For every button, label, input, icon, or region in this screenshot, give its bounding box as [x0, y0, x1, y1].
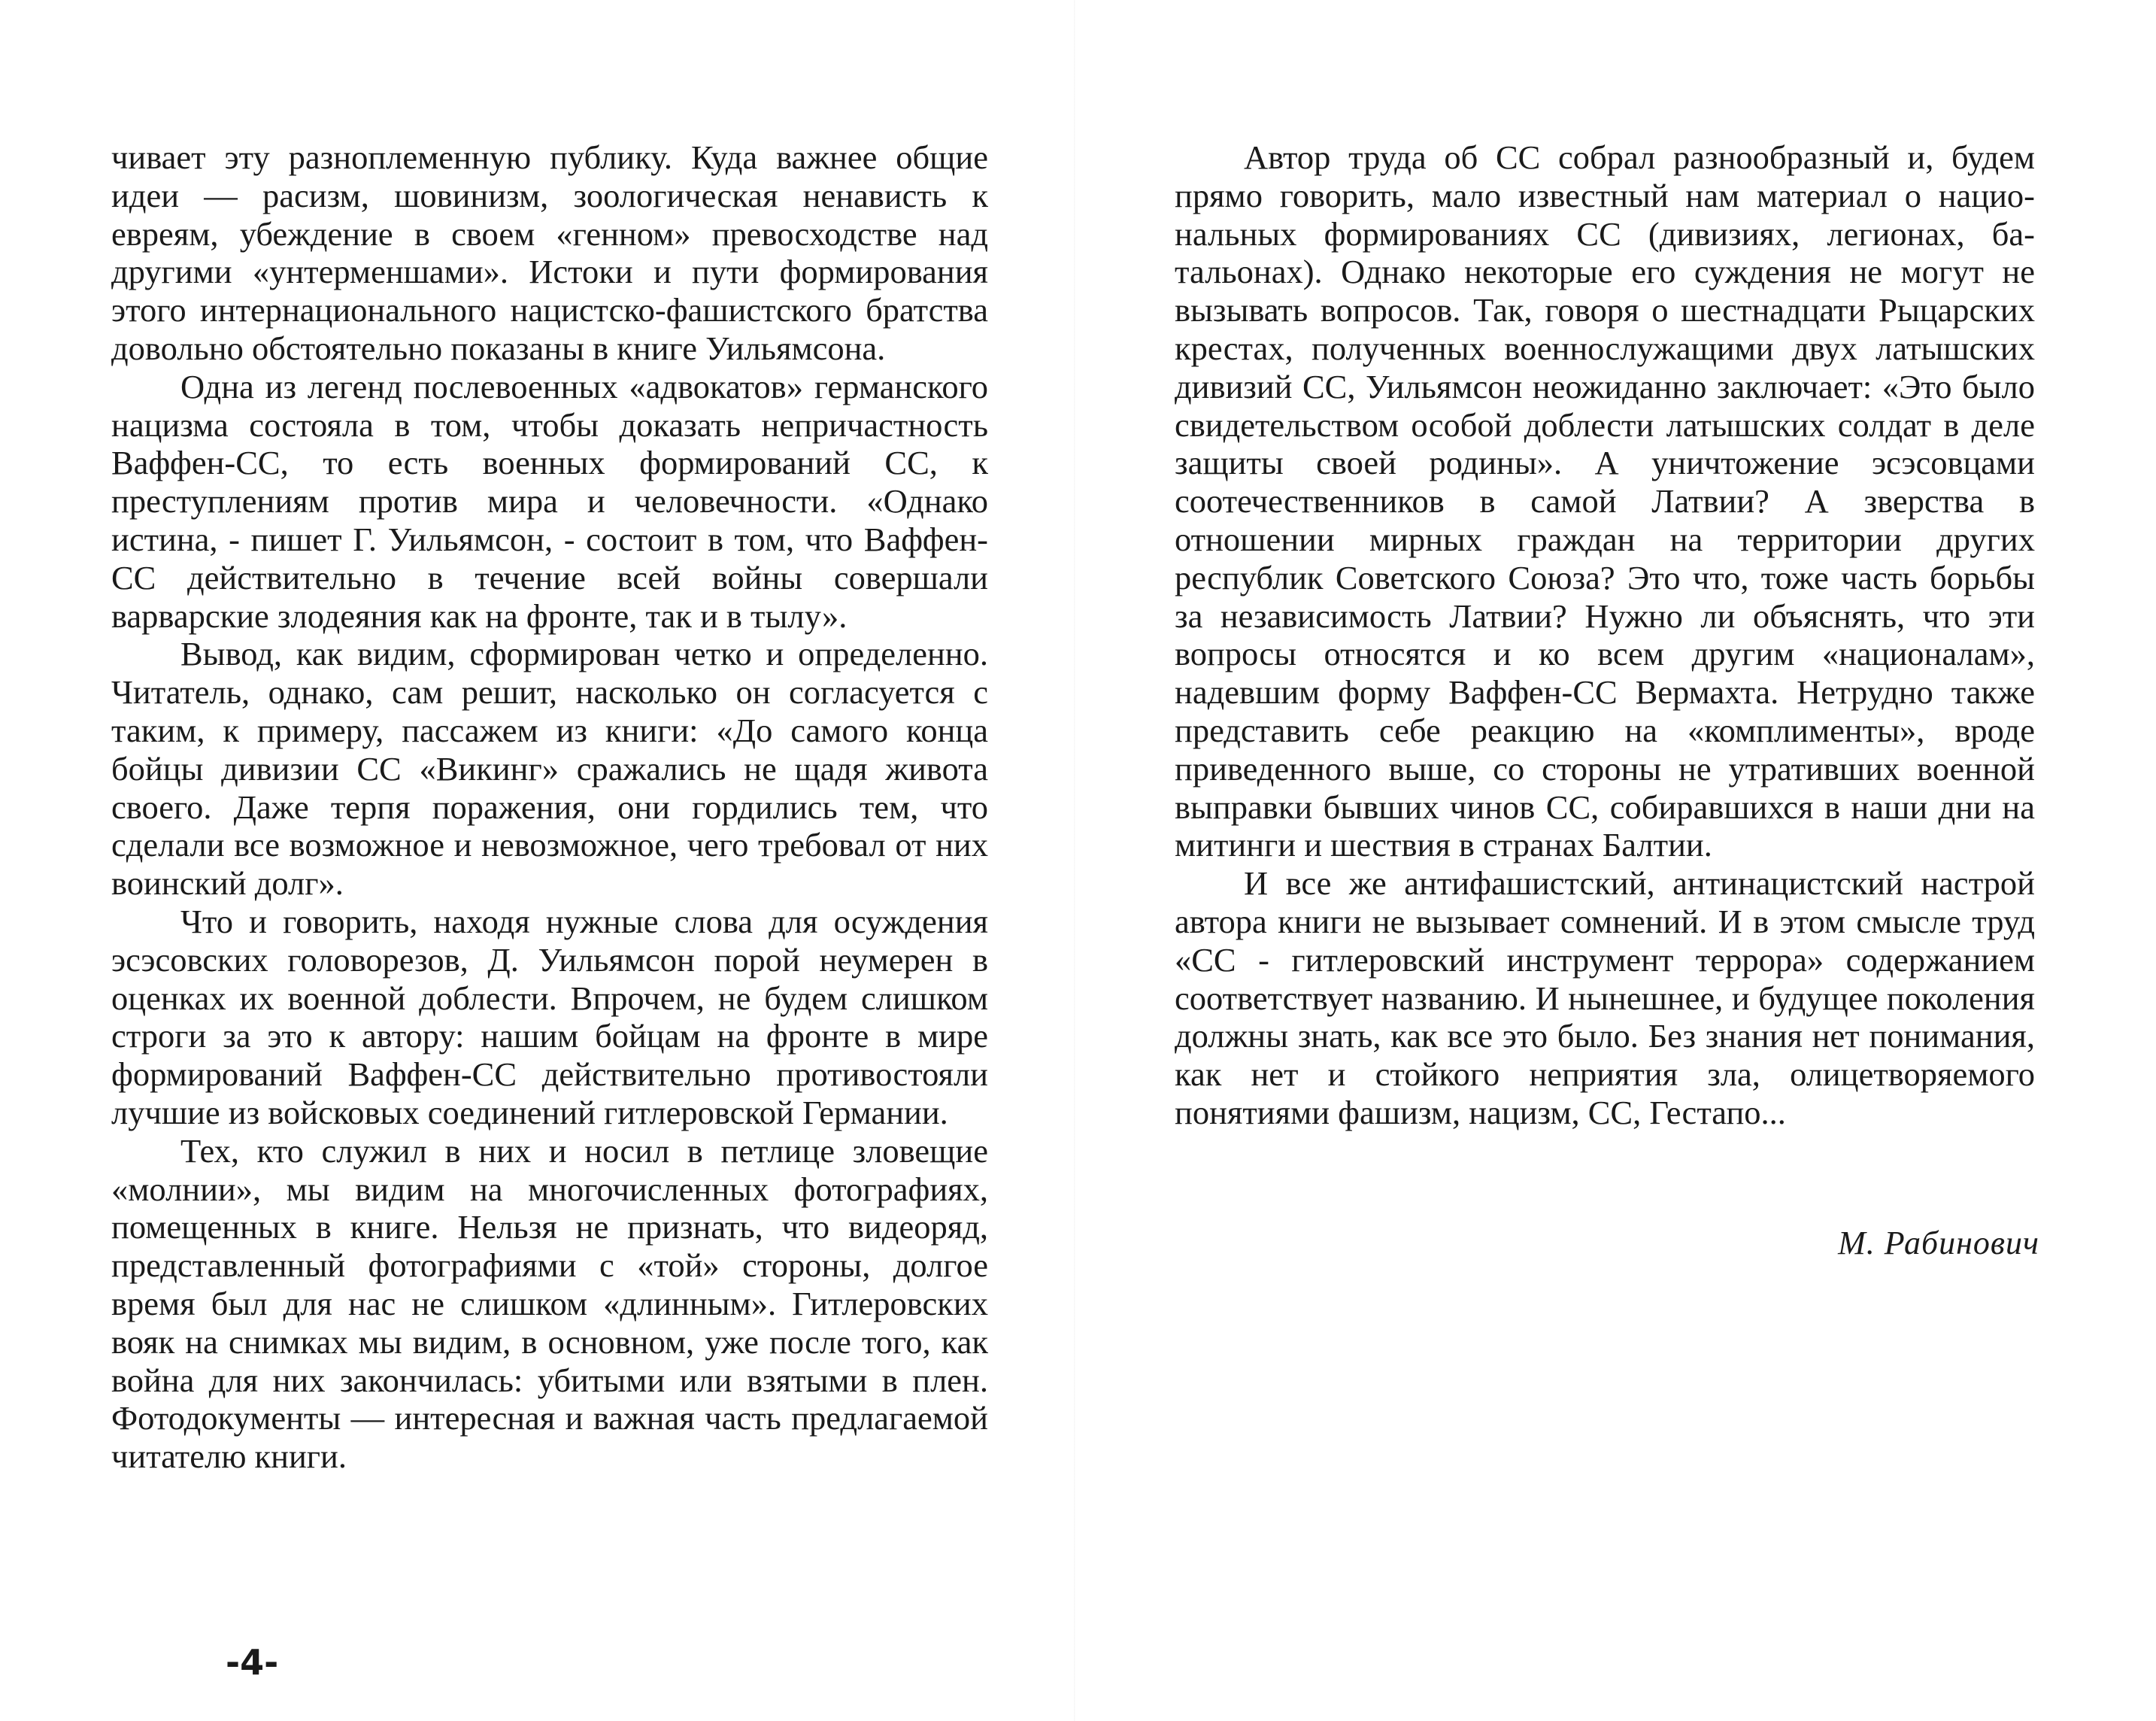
page-number: -4- — [226, 1642, 279, 1683]
paragraph: Вывод, как видим, сформирован четко и определенно. Читатель, однако, сам решит, насколько он согласуется с таким, к примеру, пассажем из книги: «До самого конца бойцы дивизии СС «Викинг» сражались не щадя живота своего. Даже терпя поражения, они гордились тем, что сделали все возможное и невозможное, чего требовал от них воинский долг». — [111, 635, 988, 903]
left-page-text-column — [111, 138, 988, 1476]
paragraph: чивает эту разноплеменную публику. Куда важнее общие идеи — расизм, шовинизм, зоологическая ненависть к евреям, убеждение в своем «генном» превосходстве над другими «унтерменшами». Истоки и пути формирования этого интернационального нацистско-фашистского братства довольно обстоятельно показаны в книге Уильямсона. — [111, 138, 988, 367]
paragraph: И все же антифашистский, антинацистский настрой автора книги не вызывает сомнений. И в этом смысле труд «СС - гитлеровский инструмент террора» содержанием соответствует названию. И нынешнее, и будущее поколения должны знать, как все это было. Без знания нет понимания, как нет и стойкого неприятия зла, олицетворяемого понятиями фашизм, нацизм, СС, Гестапо... — [1175, 864, 2035, 1131]
paragraph: Автор труда об СС собрал разнообразный и, будем прямо говорить, мало известный нам материал о национальных формированиях СС (дивизиях, легионах, батальонах). Однако некоторые его суждения не могут не вызывать вопросов. Так, говоря о шестнадцати Рыцарских крестах, полученных военнослужащими двух латышских дивизий СС, Уильямсон неожиданно заключает: «Это было свидетельством особой доблести латышских солдат в деле защиты своей родины». А уничтожение эсэсовцами соотечественников в самой Латвии? А зверства в отношении мирных граждан на территории других республик Советского Союза? Это что, тоже часть борьбы за независимость Латвии? Нужно ли объяснять, что эти вопросы относятся и ко всем другим «националам», надевшим форму Ваффен-СС Вермахта. Нетрудно также представить себе реакцию на «комплименты», вроде приведенного выше, со стороны не утративших военной выправки бывших чинов СС, собиравшихся в наши дни на митинги и шествия в странах Балтии. — [1175, 138, 2035, 864]
paragraph: Что и говорить, находя нужные слова для осуждения эсэсовских головорезов, Д. Уильямсон порой неумерен в оценках их военной доблести. Впрочем, не будем слишком строги за это к автору: нашим бойцам на фронте в мире формирований Ваффен-СС действительно противостояли лучшие из войсковых соединений гитлеровской Германии. — [111, 902, 988, 1131]
right-page-text-column — [1175, 138, 2035, 1132]
paragraph: Одна из легенд послевоенных «адвокатов» германского нацизма состояла в том, чтобы доказать непричастность Ваффен-СС, то есть военных формирований СС, к преступлениям против мира и человечности. «Однако истина, - пишет Г. Уильямсон, - состоит в том, что Ваффен-СС действительно в течение всей войны совершали варварские злодеяния как на фронте, так и в тылу». — [111, 367, 988, 635]
paragraph: Тех, кто служил в них и носил в петлице зловещие «молнии», мы видим на многочисленных фотографиях, помещенных в книге. Нельзя не признать, что видеоряд, представленный фотографиями с «той» стороны, долгое время был для нас не слишком «длинным». Гитлеровских вояк на снимках мы видим, в основном, уже после того, как война для них закончилась: убитыми или взятыми в плен. Фотодокументы — интересная и важная часть предлагаемой читателю книги. — [111, 1131, 988, 1476]
author-signature: М. Рабинович — [1838, 1225, 2039, 1261]
left-page — [0, 0, 1075, 1721]
right-page — [1075, 0, 2156, 1721]
